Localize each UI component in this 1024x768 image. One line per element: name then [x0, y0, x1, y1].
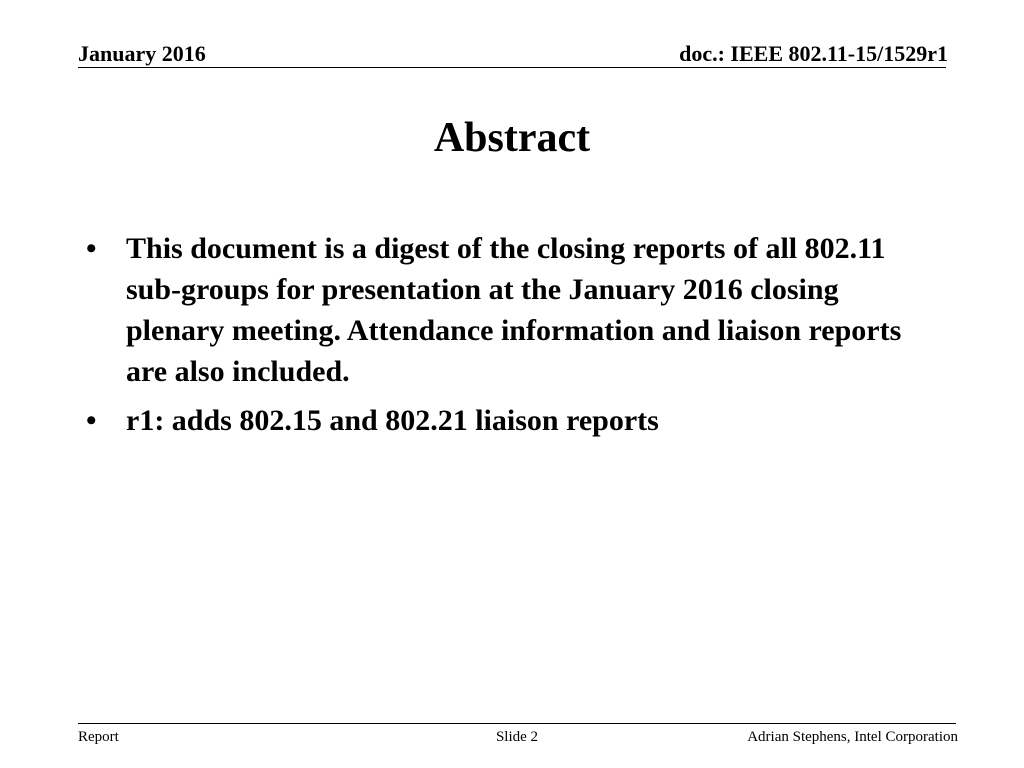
slide-number: Slide 2	[495, 729, 539, 745]
header-doc-id: doc.: IEEE 802.11-15/1529r1	[679, 41, 948, 66]
header-date: January 2016	[78, 41, 206, 66]
bullet-text: r1: adds 802.15 and 802.21 liaison reports	[126, 404, 659, 437]
bullet-icon: •	[86, 232, 97, 265]
bullet-item	[82, 400, 942, 441]
bullet-text: This document is a digest of the closing reports of all 802.11 sub-groups for presentation at the January 2016 closing plenary meeting. Attendance information and liaison reports are also included.	[126, 232, 902, 388]
bullet-icon: •	[86, 404, 97, 437]
bullet-item	[82, 228, 942, 392]
bullet-list	[82, 228, 942, 449]
footer-label: Report	[78, 729, 119, 745]
header-divider	[78, 67, 946, 68]
footer-author: Adrian Stephens, Intel Corporation	[747, 729, 958, 745]
slide-title: Abstract	[433, 115, 591, 161]
footer-divider	[78, 723, 956, 724]
